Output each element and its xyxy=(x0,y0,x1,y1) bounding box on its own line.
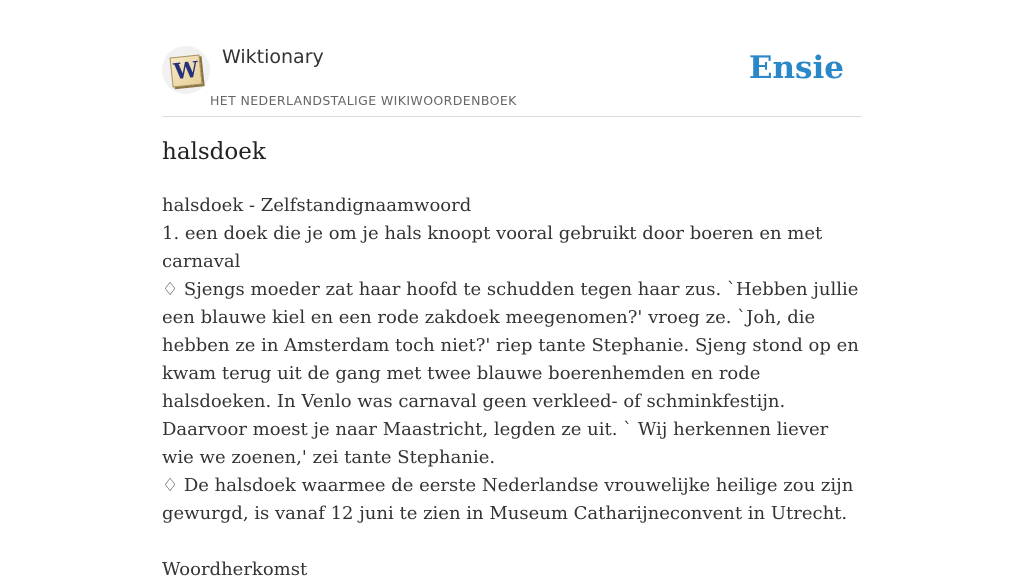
part-of-speech-line: halsdoek - Zelfstandignaamwoord xyxy=(162,195,472,216)
example-sentence-1: ♢ Sjengs moeder zat haar hoofd te schudden tegen haar zus. `Hebben jullie een blauwe kiel en een rode zakdoek meegenomen?' vroeg ze. `Joh, die hebben ze in Amsterdam toch niet?' riep tante Stephanie. Sjeng stond op en kwam terug uit de gang met twee blauwe boerenhemden en rode halsdoeken. In Venlo was carnaval geen verkleed- of schminkfestijn. Daarvoor moest je naar Maastricht, legden ze uit. ` Wij herkennen liever wie we zoenen,' zei tante Stephanie. xyxy=(162,279,859,468)
site-tagline: HET NEDERLANDSTALIGE WIKIWOORDENBOEK xyxy=(210,93,517,108)
ensie-brand-link[interactable]: Ensie xyxy=(748,50,844,86)
entry-content xyxy=(162,192,862,584)
wiktionary-logo[interactable] xyxy=(162,46,210,94)
section-heading-etymology: Woordherkomst xyxy=(162,559,308,580)
page-title: halsdoek xyxy=(162,139,266,165)
definition: 1. een doek die je om je hals knoopt vooral gebruikt door boeren en met carnaval xyxy=(162,223,823,272)
spacer xyxy=(162,528,862,556)
site-title[interactable]: Wiktionary xyxy=(222,46,324,68)
example-sentence-2: ♢ De halsdoek waarmee de eerste Nederlandse vrouwelijke heilige zou zijn gewurgd, is vanaf 12 juni te zien in Museum Catharijneconvent in Utrecht. xyxy=(162,475,854,524)
site-header xyxy=(162,38,862,117)
logo-letter: W xyxy=(172,56,200,86)
logo-tile-icon xyxy=(170,55,203,88)
